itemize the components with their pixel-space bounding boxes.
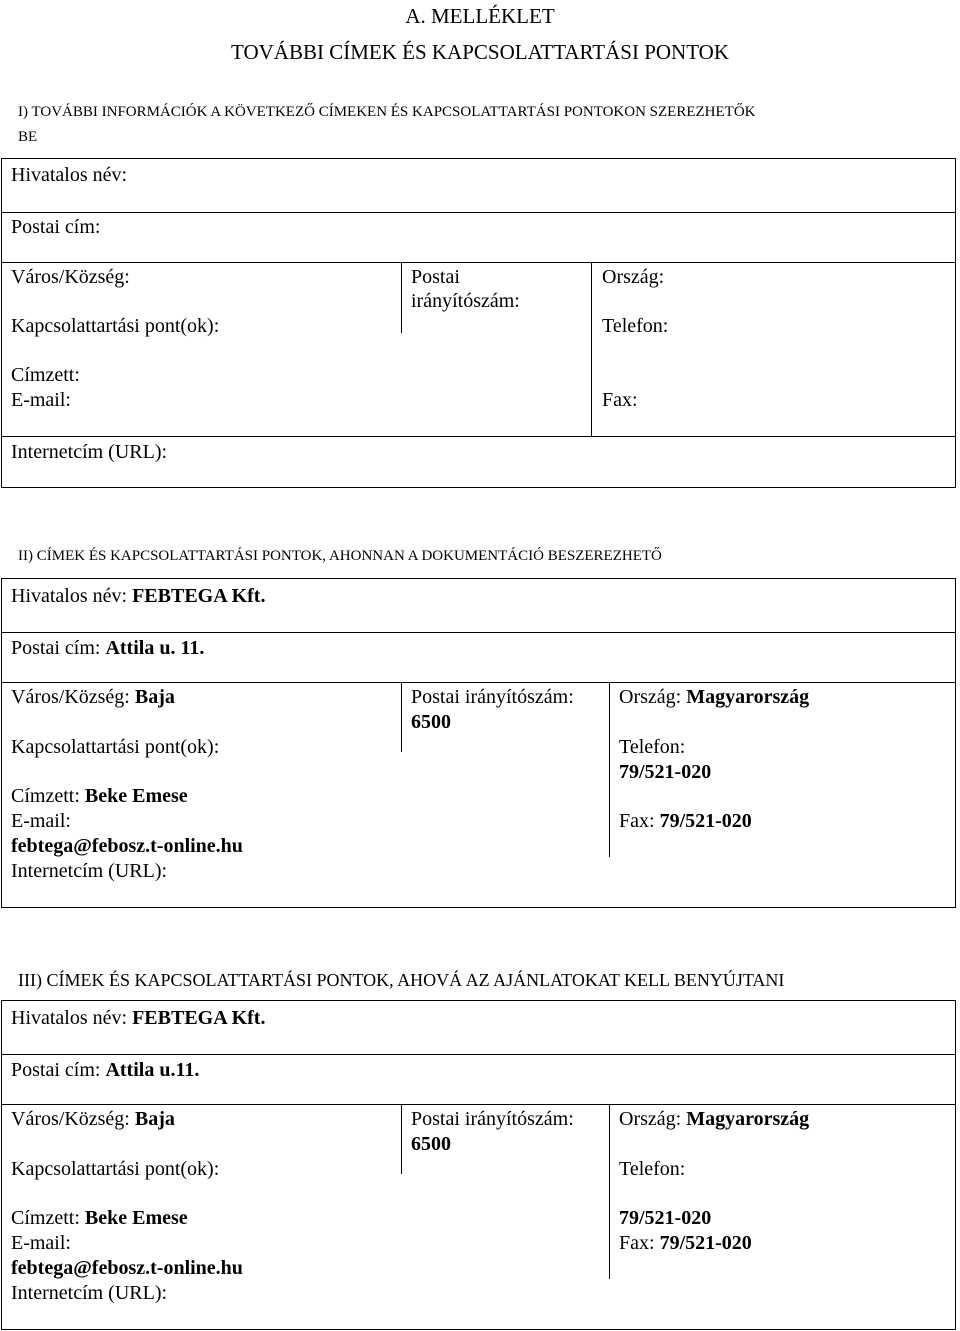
annex-title: A. MELLÉKLET	[405, 4, 555, 28]
section3-fax-value: 79/521-020	[659, 1232, 752, 1254]
section2-internet-label: Internetcím (URL):	[11, 860, 168, 882]
section3-email	[11, 1231, 243, 1281]
section1-divider-2	[591, 262, 592, 436]
section3-fax-label: Fax:	[619, 1232, 655, 1254]
section2-varos-label: Város/Község:	[11, 686, 130, 708]
section1-postai-ir-label-2: irányítószám:	[411, 290, 520, 312]
section3-telefon-value: 79/521-020	[619, 1207, 712, 1229]
section3-heading	[18, 970, 784, 991]
section2-postai-ir-value: 6500	[411, 711, 451, 733]
section1-form	[1, 158, 956, 488]
section1-hivatalos-nev-label: Hivatalos név:	[11, 164, 128, 186]
section3-orszag	[619, 1107, 809, 1131]
section2-hivatalos-nev	[11, 584, 265, 608]
section3-varos	[11, 1107, 175, 1131]
section3-email-value: febtega@febosz.t-online.hu	[11, 1257, 243, 1279]
annex-subtitle: TOVÁBBI CÍMEK ÉS KAPCSOLATTARTÁSI PONTOK	[231, 40, 729, 64]
section1-email-label: E-mail:	[11, 389, 71, 411]
section3-postai-cim-value: Attila u.11.	[105, 1059, 200, 1081]
section3-fax	[619, 1231, 752, 1255]
section1-divider-1	[401, 262, 402, 333]
section3-cimzett	[11, 1206, 188, 1230]
section1-heading-line1: I) TOVÁBBI INFORMÁCIÓK A KÖVETKEZŐ CÍMEKEN ÉS KAPCSOLATTARTÁSI PONTOKON SZEREZHETŐK	[18, 104, 756, 120]
section3-postai-ir-label: Postai irányítószám:	[411, 1108, 574, 1130]
section2-cimzett-label: Címzett:	[11, 785, 80, 807]
section3-telefon-label: Telefon:	[619, 1158, 686, 1180]
section1-heading-line2: BE	[18, 129, 38, 145]
section2-postai-ir-label: Postai irányítószám:	[411, 686, 574, 708]
section2-kapcsolat-label: Kapcsolattartási pont(ok):	[11, 736, 220, 758]
section3-kapcsolat-label: Kapcsolattartási pont(ok):	[11, 1158, 220, 1180]
section2-heading: II) CÍMEK ÉS KAPCSOLATTARTÁSI PONTOK, AHONNAN A DOKUMENTÁCIÓ BESZEREZHETŐ	[18, 548, 662, 564]
section2-fax-label: Fax:	[619, 810, 655, 832]
section2-postai-cim-value: Attila u. 11.	[105, 637, 205, 659]
section1-postai-ir-label-1: Postai	[411, 266, 460, 288]
section3-hivatalos-nev	[11, 1006, 265, 1030]
section2-cimzett	[11, 784, 188, 808]
section2-form	[1, 578, 956, 908]
section2-varos	[11, 685, 175, 709]
section3-orszag-label: Ország:	[619, 1108, 682, 1130]
section1-cimzett-label: Címzett:	[11, 364, 80, 386]
section1-row-postai-cim	[2, 212, 955, 263]
section3-heading-text: III) CÍMEK ÉS KAPCSOLATTARTÁSI PONTOK, AHOVÁ AZ AJÁNLATOKAT KELL BENYÚJTANI	[18, 970, 785, 990]
section3-cimzett-value: Beke Emese	[84, 1207, 188, 1229]
section2-fax	[619, 809, 752, 833]
section2-hivatalos-nev-value: FEBTEGA Kft.	[132, 585, 266, 607]
section2-varos-value: Baja	[134, 686, 175, 708]
section3-postai-ir	[411, 1107, 574, 1157]
section1-telefon-label: Telefon:	[602, 315, 669, 337]
section1-fax-label: Fax:	[602, 389, 638, 411]
section1-varos-label: Város/Község:	[11, 266, 130, 288]
section2-telefon	[619, 735, 711, 785]
section1-orszag-label: Ország:	[602, 266, 665, 288]
section3-form	[1, 1000, 956, 1330]
section1-internet-label: Internetcím (URL):	[11, 441, 168, 463]
section3-orszag-value: Magyarország	[686, 1108, 810, 1130]
section3-divider-1	[401, 1104, 402, 1174]
section2-cimzett-value: Beke Emese	[84, 785, 188, 807]
section1-kapcsolat-label: Kapcsolattartási pont(ok):	[11, 315, 220, 337]
section3-varos-value: Baja	[134, 1108, 175, 1130]
section3-email-label: E-mail:	[11, 1232, 71, 1254]
section3-divider-2	[609, 1104, 610, 1279]
section2-fax-value: 79/521-020	[659, 810, 752, 832]
section2-email-label: E-mail:	[11, 810, 71, 832]
section2-hivatalos-nev-label: Hivatalos név:	[11, 585, 128, 607]
section3-varos-label: Város/Község:	[11, 1108, 130, 1130]
section2-orszag-value: Magyarország	[686, 686, 810, 708]
section2-postai-ir	[411, 685, 574, 735]
section3-hivatalos-nev-label: Hivatalos név:	[11, 1007, 128, 1029]
section3-postai-ir-value: 6500	[411, 1133, 451, 1155]
section3-postai-cim-label: Postai cím:	[11, 1059, 101, 1081]
section1-postai-cim-label: Postai cím:	[11, 216, 101, 238]
section2-telefon-label: Telefon:	[619, 736, 686, 758]
section1-row-hivatalos-nev	[2, 159, 955, 213]
section3-cimzett-label: Címzett:	[11, 1207, 80, 1229]
section2-postai-cim-label: Postai cím:	[11, 637, 101, 659]
section2-divider-2	[609, 682, 610, 857]
section2-orszag	[619, 685, 809, 709]
section2-telefon-value: 79/521-020	[619, 761, 712, 783]
section2-orszag-label: Ország:	[619, 686, 682, 708]
section3-postai-cim	[11, 1058, 199, 1082]
section3-internet-label: Internetcím (URL):	[11, 1282, 168, 1304]
section2-email	[11, 809, 243, 859]
section2-divider-1	[401, 682, 402, 752]
section3-hivatalos-nev-value: FEBTEGA Kft.	[132, 1007, 266, 1029]
section2-email-value: febtega@febosz.t-online.hu	[11, 835, 243, 857]
section2-postai-cim	[11, 636, 204, 660]
